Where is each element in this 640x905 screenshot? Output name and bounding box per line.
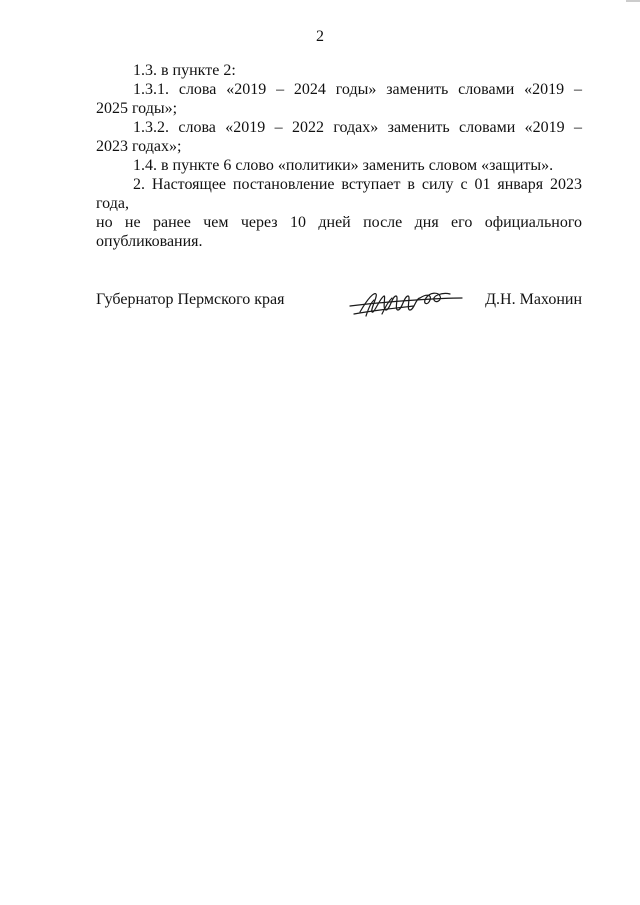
- document-body: [96, 61, 582, 251]
- paragraph-1-3: 1.3. в пункте 2:: [133, 62, 236, 79]
- paragraph-2-cont: но не ранее чем через 10 дней после дня его официального опубликования.: [96, 214, 582, 250]
- signature-block: [96, 288, 582, 328]
- paragraph-2: 2. Настоящее постановление вступает в силу с 01 января 2023 года,: [96, 176, 582, 212]
- paragraph-1-3-2: 1.3.2. слова «2019 – 2022 годах» заменить словами «2019 –: [133, 119, 582, 136]
- handwritten-signature: [346, 284, 466, 324]
- paragraph-1-3-1: 1.3.1. слова «2019 – 2024 годы» заменить словами «2019 –: [133, 81, 582, 98]
- paragraph-1-3-1-cont: 2025 годы»;: [96, 100, 178, 117]
- paragraph-1-4: 1.4. в пункте 6 слово «политики» заменить словом «защиты».: [133, 157, 554, 174]
- paragraph-1-3-2-cont: 2023 годах»;: [96, 138, 182, 155]
- page-number: 2: [316, 28, 324, 45]
- signatory-name: Д.Н. Махонин: [485, 291, 582, 308]
- signatory-title: Губернатор Пермского края: [96, 291, 285, 308]
- scan-edge-mark: [626, 0, 640, 2]
